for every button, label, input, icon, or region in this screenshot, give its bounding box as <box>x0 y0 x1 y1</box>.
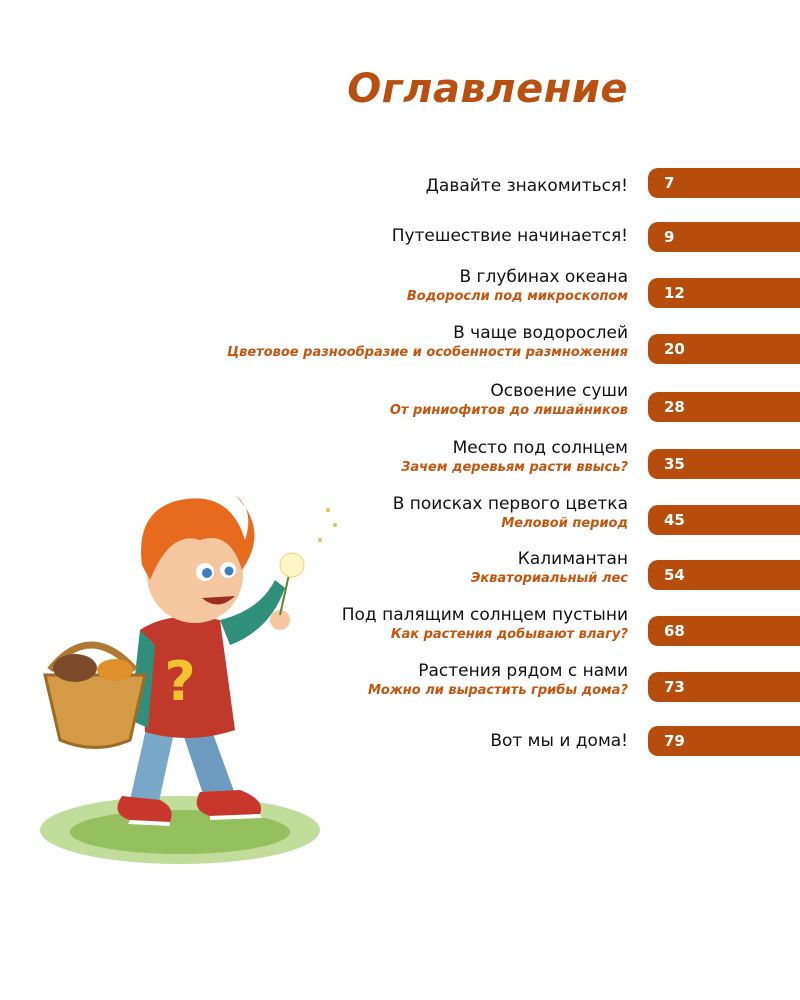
toc-entry-title: Давайте знакомиться! <box>425 176 628 196</box>
mushroom-cap-orange <box>97 659 133 681</box>
toc-entry-title: В глубинах океана <box>459 267 628 287</box>
dandelion-seed <box>326 508 330 512</box>
toc-page-tab: 7 <box>648 168 800 198</box>
toc-page-tab: 35 <box>648 449 800 479</box>
basket <box>45 675 145 748</box>
toc-entry-title: Под палящим солнцем пустыни <box>341 605 628 625</box>
boy-pupil-left <box>202 568 212 578</box>
toc-page-tab: 68 <box>648 616 800 646</box>
boy-with-mushroom-basket-illustration <box>30 470 350 900</box>
dandelion-seed <box>333 523 337 527</box>
toc-page-tab: 9 <box>648 222 800 252</box>
toc-entry-subtitle: Экваториальный лес <box>470 571 628 586</box>
toc-page-tab: 20 <box>648 334 800 364</box>
toc-page-tab: 28 <box>648 392 800 422</box>
toc-entry-title: Растения рядом с нами <box>418 661 628 681</box>
dandelion-seed <box>318 538 322 542</box>
toc-entry-title: В чаще водорослей <box>453 323 628 343</box>
toc-entry-subtitle: От риниофитов до лишайников <box>389 403 628 418</box>
toc-entry-subtitle: Водоросли под микроскопом <box>406 289 628 304</box>
toc-entry-subtitle: Меловой период <box>501 516 628 531</box>
toc-entry-title: Место под солнцем <box>452 438 628 458</box>
page-title: Оглавление <box>347 66 628 112</box>
toc-entry-title: Путешествие начинается! <box>391 226 628 246</box>
toc-page-tab: 54 <box>648 560 800 590</box>
toc-entry-title: В поисках первого цветка <box>392 494 628 514</box>
toc-entry-title: Калимантан <box>517 549 628 569</box>
toc-entry-subtitle: Цветовое разнообразие и особенности размножения <box>227 345 628 360</box>
toc-entry-subtitle: Можно ли вырастить грибы дома? <box>367 683 628 698</box>
mushroom-cap <box>53 654 97 682</box>
toc-entry-subtitle: Как растения добывают влагу? <box>390 627 628 642</box>
toc-entry-title: Освоение суши <box>490 381 628 401</box>
shoe-right <box>197 790 261 816</box>
toc-page-tab: 73 <box>648 672 800 702</box>
toc-entry-title: Вот мы и дома! <box>490 731 628 751</box>
boy-pupil-right <box>225 567 234 576</box>
toc-page-tab: 45 <box>648 505 800 535</box>
dandelion-icon <box>280 553 304 577</box>
toc-page-tab: 79 <box>648 726 800 756</box>
toc-entry-subtitle: Зачем деревьям расти ввысь? <box>401 460 628 475</box>
question-mark-print: ? <box>164 650 196 713</box>
toc-page-tab: 12 <box>648 278 800 308</box>
